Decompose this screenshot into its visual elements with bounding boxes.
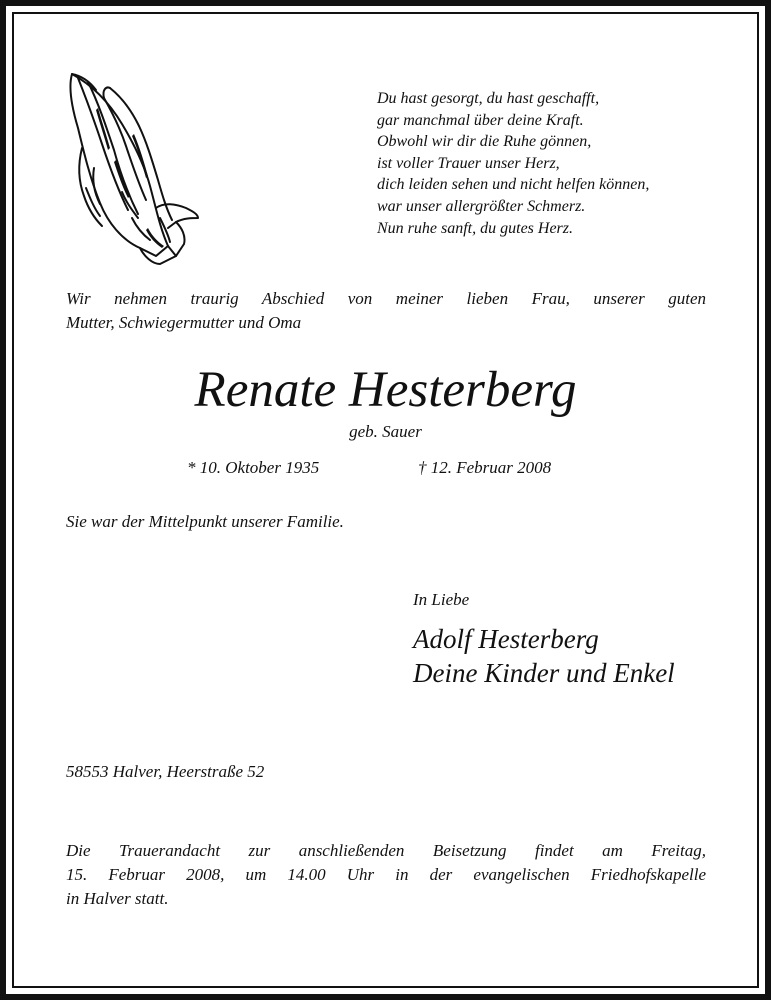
- tribute-line: Sie war der Mittelpunkt unserer Familie.: [66, 512, 344, 531]
- death-date: † 12. Februar 2008: [418, 458, 552, 477]
- mourner-name: Adolf Hesterberg: [413, 624, 599, 654]
- birth-date: * 10. Oktober 1935: [187, 458, 320, 477]
- poem-line: war unser allergrößter Schmerz.: [377, 197, 586, 215]
- farewell-line: Wir nehmen traurig Abschied von meiner lieben Frau, unserer guten: [66, 289, 706, 308]
- in-love-intro: In Liebe: [413, 590, 470, 609]
- deceased-name: Renate Hesterberg: [194, 362, 577, 418]
- poem-line: Nun ruhe sanft, du gutes Herz.: [377, 219, 573, 237]
- poem-line: ist voller Trauer unser Herz,: [377, 154, 560, 172]
- farewell-paragraph: [66, 287, 706, 335]
- service-paragraph: [66, 839, 706, 911]
- mourner-name: Deine Kinder und Enkel: [413, 658, 675, 688]
- service-line: Die Trauerandacht zur anschließenden Beisetzung findet am Freitag,: [66, 841, 706, 860]
- service-line: 15. Februar 2008, um 14.00 Uhr in der evangelischen Friedhofskapelle: [66, 865, 706, 884]
- mourner-names: [413, 622, 675, 690]
- address: 58553 Halver, Heerstraße 52: [66, 762, 265, 781]
- poem-line: gar manchmal über deine Kraft.: [377, 111, 584, 129]
- poem-line: Du hast gesorgt, du hast geschafft,: [377, 90, 600, 107]
- praying-hands-icon: [64, 68, 200, 268]
- poem-line: dich leiden sehen und nicht helfen können,: [377, 176, 650, 194]
- farewell-line: Mutter, Schwiegermutter und Oma: [66, 313, 302, 332]
- born-name: geb. Sauer: [349, 422, 422, 441]
- service-line: in Halver statt.: [66, 889, 169, 908]
- poem-line: Obwohl wir dir die Ruhe gönnen,: [377, 133, 592, 151]
- poem: [377, 88, 737, 239]
